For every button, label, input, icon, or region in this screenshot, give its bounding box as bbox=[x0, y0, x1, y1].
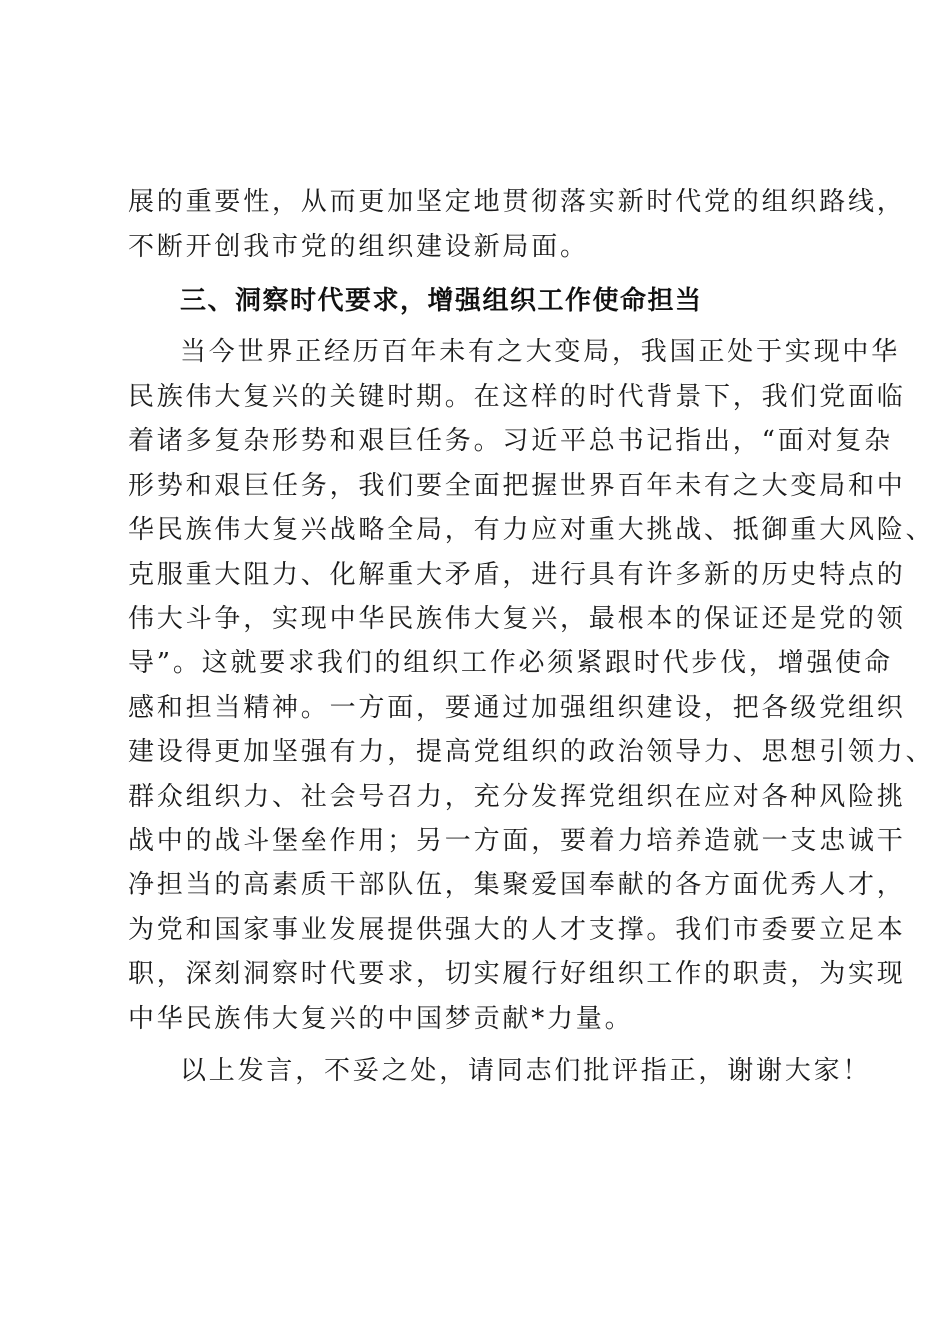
section-heading: 三、洞察时代要求，增强组织工作使命担当 bbox=[180, 286, 703, 316]
text-line: 形势和艰巨任务，我们要全面把握世界百年未有之大变局和中 bbox=[128, 471, 906, 501]
text-line: 群众组织力、社会号召力，充分发挥党组织在应对各种风险挑 bbox=[128, 782, 906, 812]
text-line: 着诸多复杂形势和艰巨任务。习近平总书记指出，“面对复杂 bbox=[128, 426, 893, 456]
text-line: 华民族伟大复兴战略全局，有力应对重大挑战、抵御重大风险、 bbox=[128, 515, 935, 545]
text-line: 不断开创我市党的组织建设新局面。 bbox=[128, 232, 589, 262]
text-line: 伟大斗争，实现中华民族伟大复兴，最根本的保证还是党的领 bbox=[128, 604, 906, 634]
text-line: 感和担当精神。一方面，要通过加强组织建设，把各级党组织 bbox=[128, 693, 906, 723]
text-line: 建设得更加坚强有力，提高党组织的政治领导力、思想引领力、 bbox=[128, 737, 935, 767]
text-line: 职，深刻洞察时代要求，切实履行好组织工作的职责，为实现 bbox=[128, 959, 906, 989]
text-line: 当今世界正经历百年未有之大变局，我国正处于实现中华 bbox=[180, 337, 901, 367]
text-line: 为党和国家事业发展提供强大的人才支撑。我们市委要立足本 bbox=[128, 915, 906, 945]
text-line: 净担当的高素质干部队伍，集聚爱国奉献的各方面优秀人才， bbox=[128, 870, 906, 900]
text-line: 战中的战斗堡垒作用；另一方面，要着力培养造就一支忠诚干 bbox=[128, 826, 906, 856]
closing-line: 以上发言，不妥之处，请同志们批评指正，谢谢大家！ bbox=[180, 1056, 872, 1086]
text-line: 克服重大阻力、化解重大矛盾，进行具有许多新的历史特点的 bbox=[128, 560, 906, 590]
text-line: 中华民族伟大复兴的中国梦贡献*力量。 bbox=[128, 1004, 634, 1034]
text-line: 展的重要性，从而更加坚定地贯彻落实新时代党的组织路线， bbox=[128, 187, 906, 217]
text-line: 民族伟大复兴的关键时期。在这样的时代背景下，我们党面临 bbox=[128, 382, 906, 412]
text-line: 导”。这就要求我们的组织工作必须紧跟时代步伐，增强使命 bbox=[128, 648, 893, 678]
